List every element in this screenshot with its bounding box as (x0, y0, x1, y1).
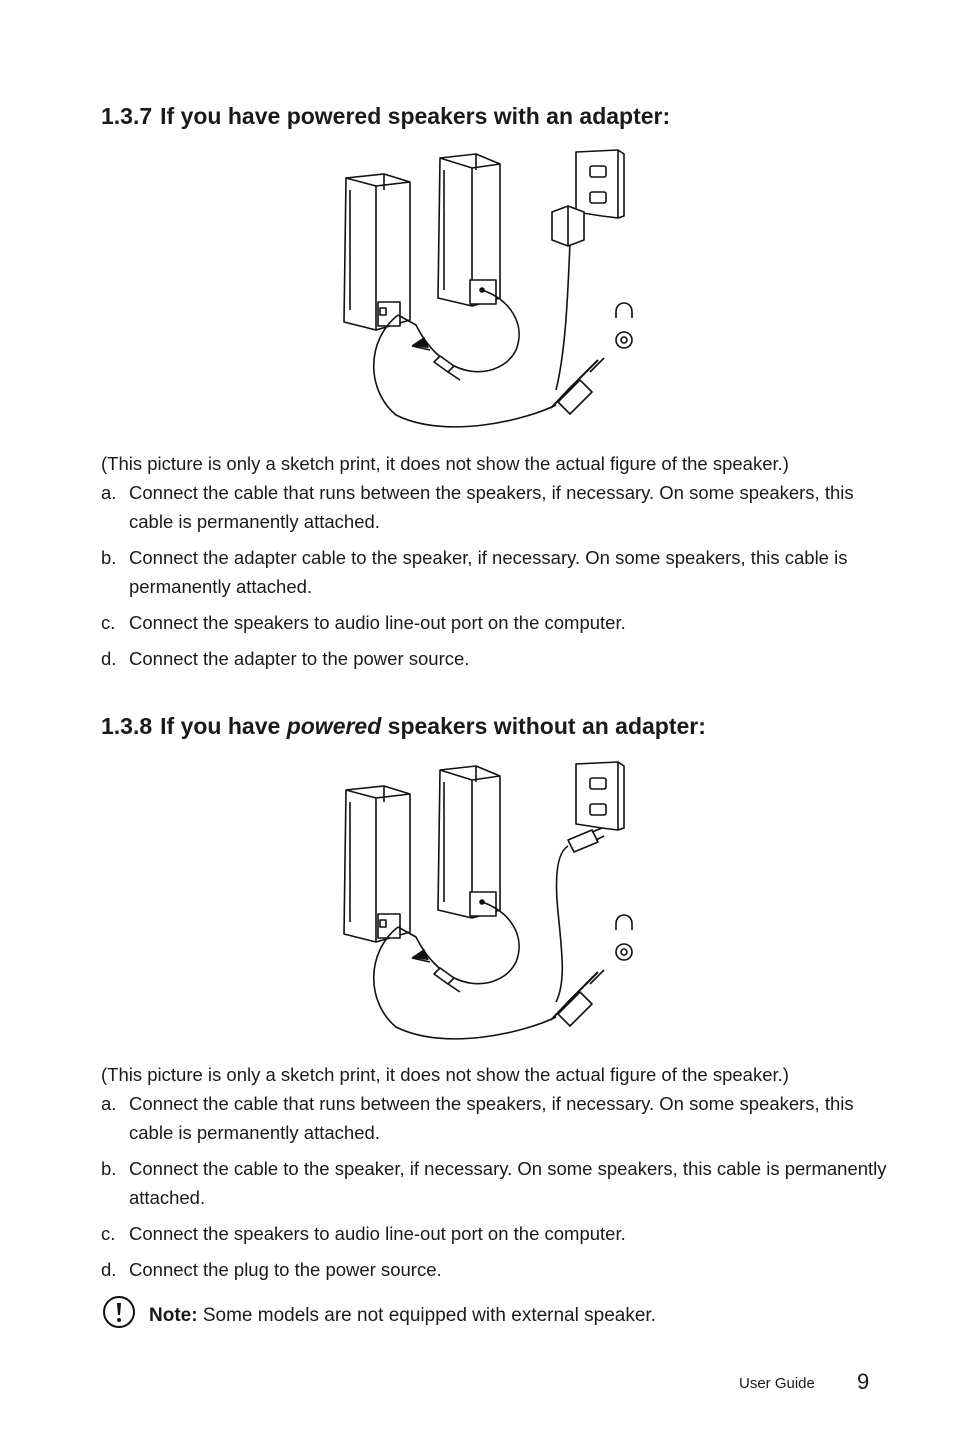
step-letter: d. (101, 648, 117, 669)
section-title-em: powered (286, 713, 382, 739)
step-letter: c. (101, 612, 116, 633)
step-letter: b. (101, 547, 117, 568)
list-item (101, 608, 889, 637)
page-number: 9 (857, 1369, 870, 1394)
steps-list-1-3-7 (101, 478, 889, 680)
section-number: 1.3.8 (101, 713, 153, 739)
step-text: Connect the cable that runs between the speakers, if necessary. On some speakers, this cable is permanently attached. (129, 1093, 854, 1143)
speaker-plug-illustration (336, 762, 636, 1042)
step-letter: a. (101, 1093, 117, 1114)
section-number: 1.3.7 (101, 103, 153, 129)
step-text: Connect the adapter cable to the speaker, if necessary. On some speakers, this cable is permanently attached. (129, 547, 848, 597)
list-item (101, 1255, 889, 1284)
step-text: Connect the speakers to audio line-out port on the computer. (129, 1223, 626, 1244)
steps-list-1-3-8 (101, 1089, 889, 1291)
section-heading-1-3-8 (101, 713, 706, 740)
note-text: Some models are not equipped with external speaker. (197, 1305, 656, 1326)
step-letter: b. (101, 1158, 117, 1179)
list-item (101, 644, 889, 673)
figure-caption: (This picture is only a sketch print, it does not show the actual figure of the speaker.) (101, 1064, 789, 1085)
step-letter: a. (101, 482, 117, 503)
warning-icon (102, 1295, 136, 1329)
step-text: Connect the adapter to the power source. (129, 648, 470, 669)
footer-label: User Guide (739, 1375, 815, 1392)
list-item (101, 1089, 889, 1147)
speaker-adapter-illustration (336, 150, 636, 430)
section-title-post: speakers without an adapter: (381, 713, 706, 739)
step-letter: d. (101, 1259, 117, 1280)
list-item (101, 478, 889, 536)
note-label: Note: (149, 1305, 198, 1326)
list-item (101, 543, 889, 601)
step-text: Connect the speakers to audio line-out port on the computer. (129, 612, 626, 633)
section-heading-1-3-7 (101, 103, 670, 130)
list-item (101, 1219, 889, 1248)
section-title: If you have powered speakers with an adapter: (160, 103, 671, 129)
list-item (101, 1154, 889, 1212)
step-text: Connect the cable to the speaker, if necessary. On some speakers, this cable is permanently attached. (129, 1158, 887, 1208)
section-title-pre: If you have (160, 713, 287, 739)
figure-caption: (This picture is only a sketch print, it does not show the actual figure of the speaker.) (101, 453, 789, 474)
step-letter: c. (101, 1223, 116, 1244)
step-text: Connect the cable that runs between the speakers, if necessary. On some speakers, this cable is permanently attached. (129, 482, 854, 532)
note (149, 1305, 656, 1327)
step-text: Connect the plug to the power source. (129, 1259, 442, 1280)
